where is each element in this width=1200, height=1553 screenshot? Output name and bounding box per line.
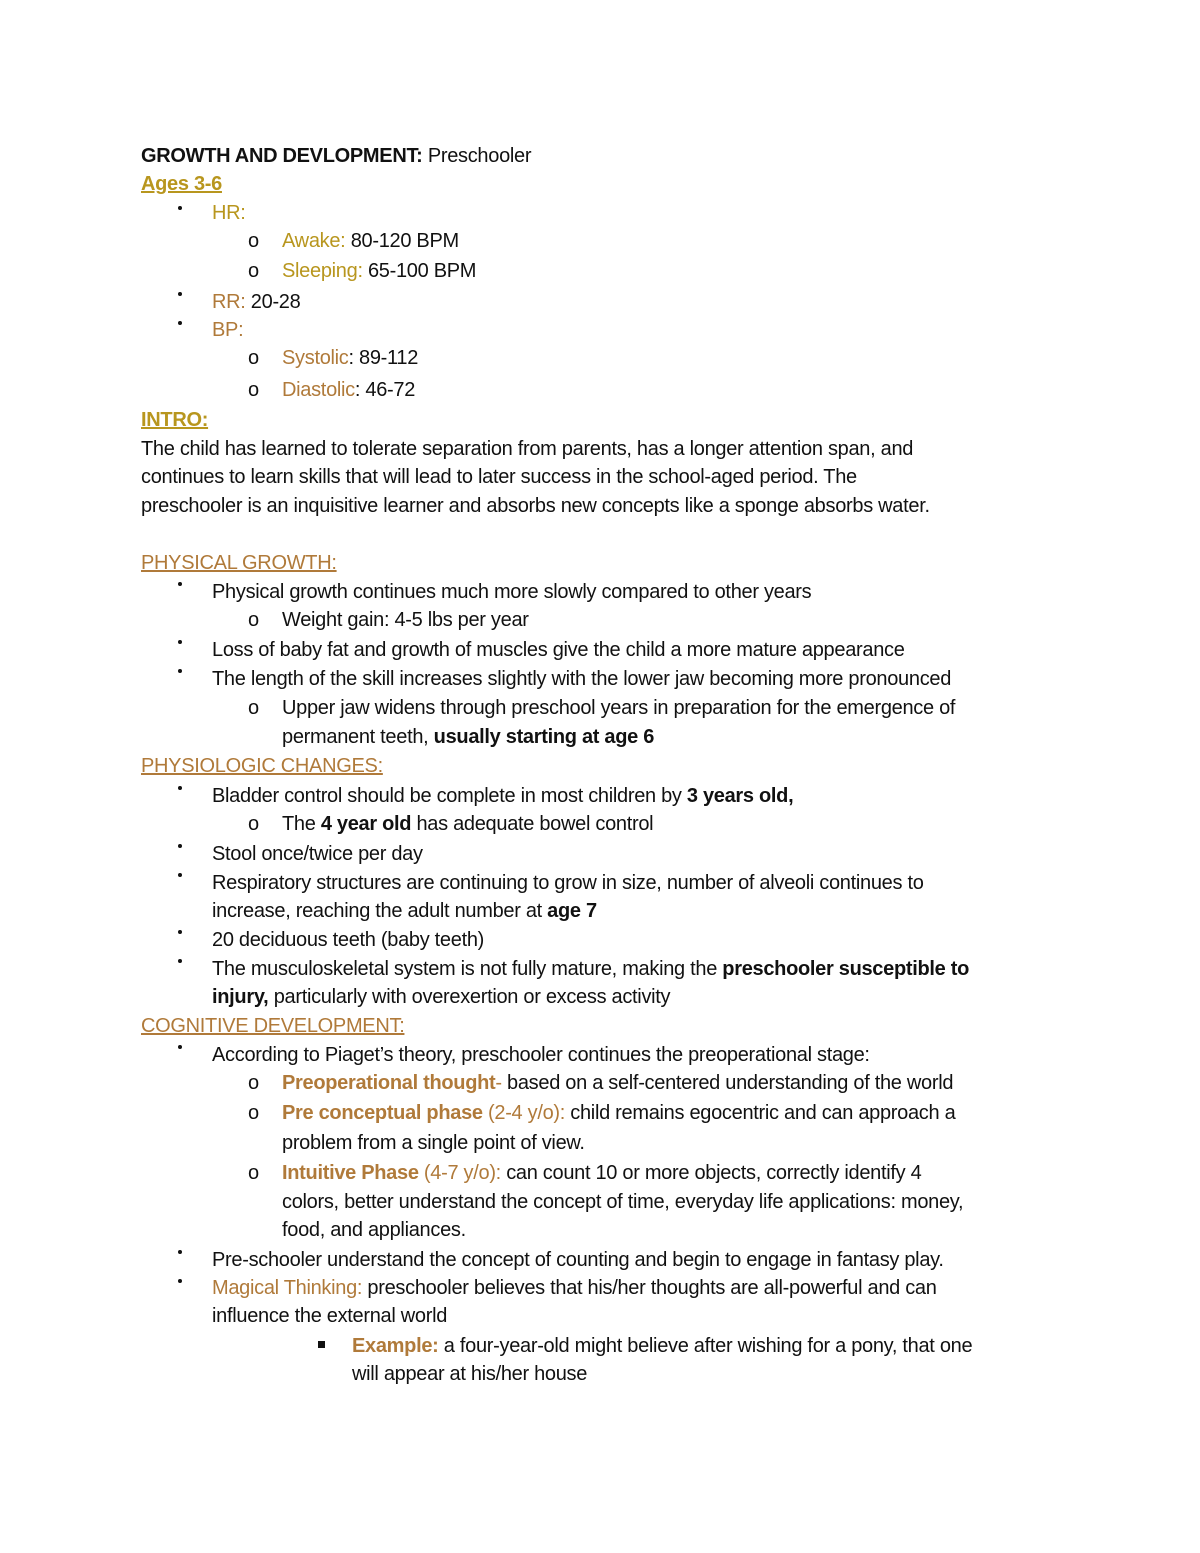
cognitive-sub-2-line-1 xyxy=(282,1099,955,1127)
bullet xyxy=(178,1045,182,1049)
circle-bullet: o xyxy=(248,347,260,369)
intro-heading: INTRO: xyxy=(141,409,209,431)
musculoskeletal-text: The musculoskeletal system is not fully mature, making the xyxy=(212,958,718,980)
page-title xyxy=(141,142,531,170)
bp-diastolic xyxy=(282,376,415,404)
magical-thinking-label: Magical Thinking: xyxy=(212,1277,363,1299)
circle-bullet: o xyxy=(248,1162,260,1184)
hr-label: HR: xyxy=(212,202,246,224)
preoperational-label: Preoperational thought xyxy=(282,1072,496,1094)
bullet xyxy=(178,1250,182,1254)
cognitive-sub-2-line-2: problem from a single point of view. xyxy=(282,1132,585,1154)
physical-item-2: Loss of baby fat and growth of muscles give the child a more mature appearance xyxy=(212,639,905,661)
physical-item-3-sub-line-1: Upper jaw widens through preschool years in preparation for the emergence of xyxy=(282,697,956,719)
cognitive-item-3-line-2: influence the external world xyxy=(212,1305,448,1327)
physical-item-1-sub: Weight gain: 4-5 lbs per year xyxy=(282,609,529,631)
bullet xyxy=(178,640,182,644)
hr-sleeping xyxy=(282,257,476,285)
bullet xyxy=(178,582,182,586)
circle-bullet: o xyxy=(248,1102,260,1124)
bowel-age: 4 year old xyxy=(315,813,412,835)
circle-bullet: o xyxy=(248,379,260,401)
sleeping-value: 65-100 BPM xyxy=(362,260,477,282)
cognitive-sub-3-line-3: food, and appliances. xyxy=(282,1219,466,1241)
bullet xyxy=(178,1279,182,1283)
title-subject: Preschooler xyxy=(427,145,532,167)
physiologic-item-1 xyxy=(212,782,793,810)
example-line-1 xyxy=(352,1332,972,1360)
square-bullet xyxy=(318,1341,325,1348)
physiologic-item-5-line-2 xyxy=(212,983,670,1011)
cognitive-sub-3-line-2: colors, better understand the concept of time, everyday life applications: money, xyxy=(282,1191,964,1213)
magical-thinking-text: preschooler believes that his/her thoughts are all-powerful and can xyxy=(362,1277,937,1299)
physical-item-3-sub-line-2 xyxy=(282,723,654,751)
hr-awake xyxy=(282,227,459,255)
physiologic-item-1-sub xyxy=(282,810,653,838)
physiologic-item-3-line-1: Respiratory structures are continuing to grow in size, number of alveoli continues to xyxy=(212,872,924,894)
bp-label: BP: xyxy=(212,319,244,341)
preoperational-dash: - xyxy=(495,1072,502,1094)
physiologic-item-5-line-1 xyxy=(212,955,969,983)
cognitive-sub-1 xyxy=(282,1069,953,1097)
bullet xyxy=(178,669,182,673)
intro-line-3: preschooler is an inquisitive learner and absorbs new concepts like a sponge absorbs water. xyxy=(141,495,930,517)
bp-systolic xyxy=(282,344,418,372)
example-text: a four-year-old might believe after wishing for a pony, that one xyxy=(438,1335,973,1357)
preoperational-text: based on a self-centered understanding of the world xyxy=(501,1072,954,1094)
injury-emphasis: injury, xyxy=(212,986,269,1008)
age-6-emphasis: usually starting at age 6 xyxy=(428,726,655,748)
bullet xyxy=(178,844,182,848)
cognitive-item-1: According to Piaget’s theory, preschooler continues the preoperational stage: xyxy=(212,1044,870,1066)
physiologic-item-3-line-2 xyxy=(212,897,597,925)
intro-line-1: The child has learned to tolerate separation from parents, has a longer attention span, and xyxy=(141,438,914,460)
ages-heading: Ages 3-6 xyxy=(141,173,222,195)
bullet xyxy=(178,786,182,790)
physiologic-item-4: 20 deciduous teeth (baby teeth) xyxy=(212,929,485,951)
diastolic-value: : 46-72 xyxy=(354,379,416,401)
bowel-text-a: The xyxy=(282,813,316,835)
preconceptual-text: child remains egocentric and can approach a xyxy=(565,1102,956,1124)
intuitive-text: can count 10 or more objects, correctly identify 4 xyxy=(500,1162,922,1184)
preconceptual-range: (2-4 y/o): xyxy=(482,1102,566,1124)
intro-line-2: continues to learn skills that will lead to later success in the school-aged period. The xyxy=(141,466,857,488)
awake-value: 80-120 BPM xyxy=(345,230,459,252)
example-line-2: will appear at his/her house xyxy=(352,1363,588,1385)
susceptible-emphasis: preschooler susceptible to xyxy=(717,958,970,980)
intuitive-label: Intuitive Phase xyxy=(282,1162,419,1184)
circle-bullet: o xyxy=(248,260,260,282)
physiologic-heading: PHYSIOLOGIC CHANGES: xyxy=(141,755,383,777)
intuitive-range: (4-7 y/o): xyxy=(418,1162,501,1184)
physical-item-1: Physical growth continues much more slowly compared to other years xyxy=(212,581,812,603)
bullet xyxy=(178,321,182,325)
title-label: GROWTH AND DEVLOPMENT: xyxy=(141,145,423,167)
physical-item-3: The length of the skill increases slightly with the lower jaw becoming more pronounced xyxy=(212,668,952,690)
bladder-text: Bladder control should be complete in most children by xyxy=(212,785,682,807)
circle-bullet: o xyxy=(248,697,260,719)
circle-bullet: o xyxy=(248,1072,260,1094)
circle-bullet: o xyxy=(248,813,260,835)
systolic-value: : 89-112 xyxy=(348,347,419,369)
bullet xyxy=(178,292,182,296)
alveoli-age: age 7 xyxy=(541,900,597,922)
rr-line xyxy=(212,288,300,316)
cognitive-item-3-line-1 xyxy=(212,1274,937,1302)
systolic-label: Systolic xyxy=(282,347,349,369)
cognitive-item-2: Pre-schooler understand the concept of counting and begin to engage in fantasy play. xyxy=(212,1249,944,1271)
rr-label: RR: xyxy=(212,291,246,313)
physical-heading: PHYSICAL GROWTH: xyxy=(141,552,337,574)
bullet xyxy=(178,959,182,963)
bullet xyxy=(178,930,182,934)
cognitive-heading: COGNITIVE DEVELOPMENT: xyxy=(141,1015,405,1037)
permanent-teeth-text: permanent teeth, xyxy=(282,726,429,748)
cognitive-sub-3-line-1 xyxy=(282,1159,921,1187)
bullet xyxy=(178,206,182,210)
alveoli-text: increase, reaching the adult number at xyxy=(212,900,542,922)
circle-bullet: o xyxy=(248,230,260,252)
overexertion-text: particularly with overexertion or excess activity xyxy=(268,986,671,1008)
bullet xyxy=(178,873,182,877)
physiologic-item-2: Stool once/twice per day xyxy=(212,843,423,865)
bowel-text-b: has adequate bowel control xyxy=(411,813,654,835)
preconceptual-label: Pre conceptual phase xyxy=(282,1102,483,1124)
bladder-age: 3 years old, xyxy=(681,785,794,807)
awake-label: Awake: xyxy=(282,230,346,252)
example-label: Example: xyxy=(352,1335,439,1357)
sleeping-label: Sleeping: xyxy=(282,260,363,282)
rr-value: 20-28 xyxy=(245,291,301,313)
diastolic-label: Diastolic xyxy=(282,379,355,401)
circle-bullet: o xyxy=(248,609,260,631)
